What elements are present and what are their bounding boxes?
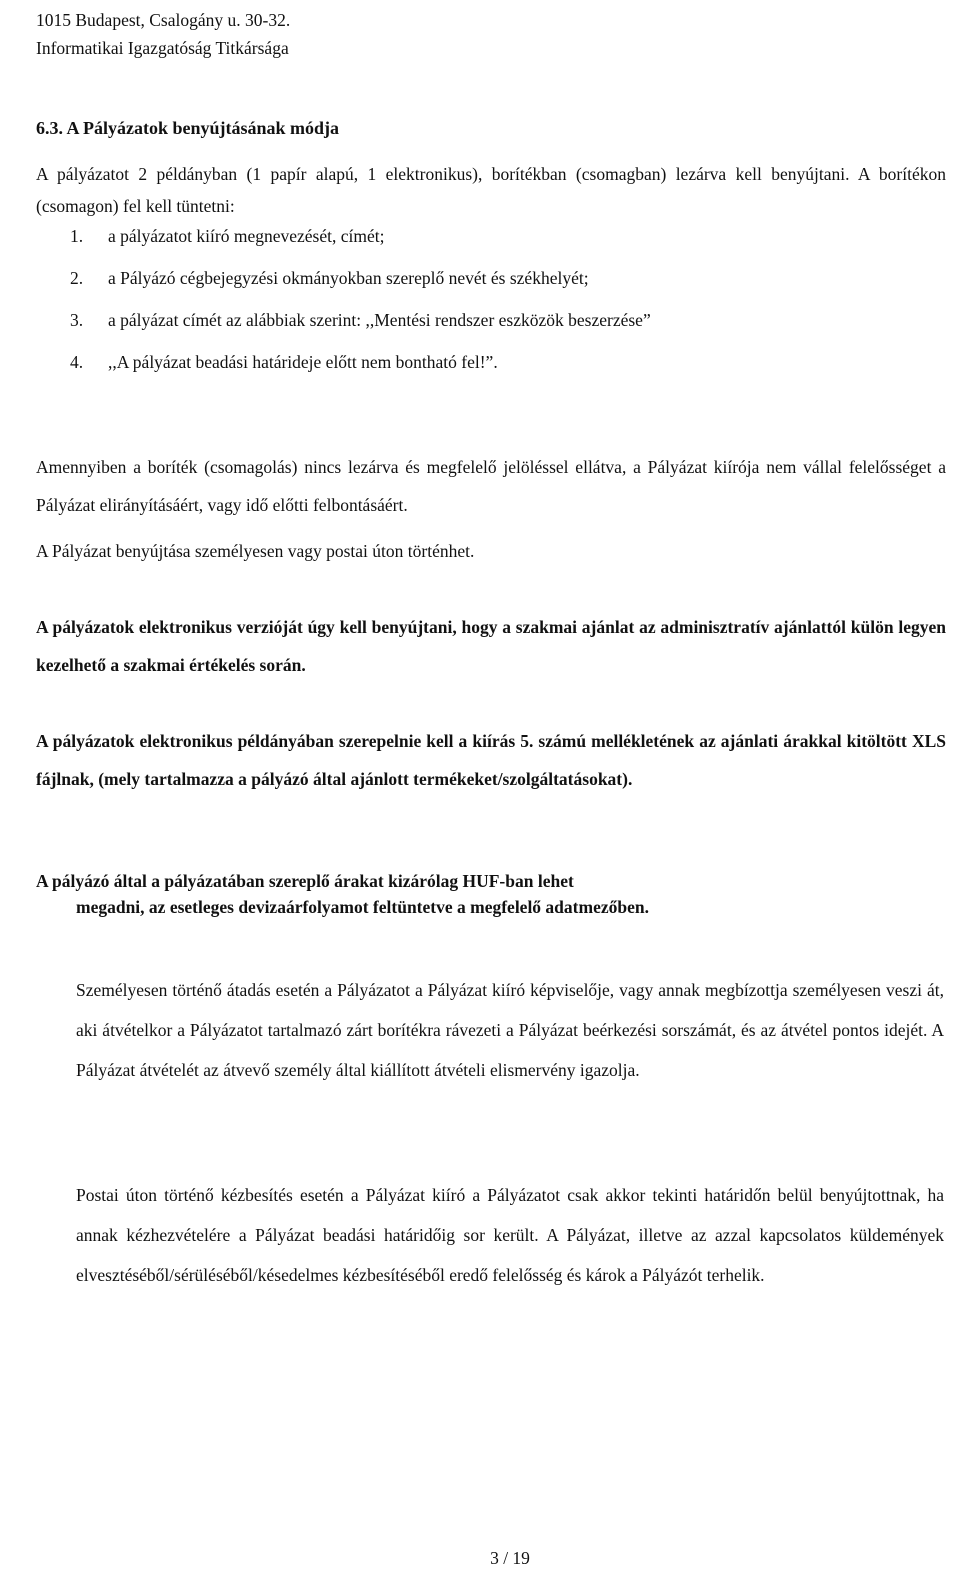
list-item-text: ,,A pályázat beadási határideje előtt nem bontható fel!”. xyxy=(108,352,498,372)
list-item xyxy=(70,299,651,341)
header-address: 1015 Budapest, Csalogány u. 30-32. xyxy=(36,10,291,30)
list-item-text: a pályázatot kiíró megnevezését, címét; xyxy=(108,226,385,246)
list-item xyxy=(70,215,651,257)
document-header xyxy=(36,6,290,62)
list-item-number: 3. xyxy=(70,310,84,330)
submission-method-paragraph: A Pályázat benyújtása személyesen vagy postai úton történhet. xyxy=(36,541,475,561)
intro-paragraph: A pályázatot 2 példányban (1 papír alapú, 1 elektronikus), borítékban (csomagban) lezárva kell benyújtani. A borítékon (csomagon) fel kell tüntetni: xyxy=(36,164,946,216)
sealing-paragraph: Amennyiben a boríték (csomagolás) nincs lezárva és megfelelő jelöléssel ellátva, a Pályázat kiírója nem vállal felelősséget a Pályázat elirányításáért, vagy idő előtti felbontásáért. xyxy=(36,457,946,515)
page-number: 3 / 19 xyxy=(490,1548,530,1568)
personal-delivery-paragraph: Személyesen történő átadás esetén a Pályázatot a Pályázat kiíró képviselője, vagy annak megbízottja személyesen veszi át, aki átvételkor a Pályázatot tartalmazó zárt borítékra rávezeti a Pályázat beérkezési sorszámát, és az átvétel pontos idejét. A Pályázat átvételét az átvevő személy által kiállított átvételi elismervény igazolja. xyxy=(76,980,944,1080)
electronic-version-paragraph: A pályázatok elektronikus verzióját úgy kell benyújtani, hogy a szakmai ajánlat az adminisztratív ajánlattól külön legyen kezelhető a szakmai értékelés során. xyxy=(36,617,946,675)
header-department: Informatikai Igazgatóság Titkársága xyxy=(36,38,289,58)
huf-pricing-line-1: A pályázó által a pályázatában szereplő árakat kizárólag HUF-ban lehet xyxy=(36,871,574,891)
postal-delivery-paragraph: Postai úton történő kézbesítés esetén a Pályázat kiíró a Pályázatot csak akkor tekinti határidőn belül benyújtottnak, ha annak kézhezvételére a Pályázat beadási határidőig sor került. A Pályázat, illetve az azzal kapcsolatos küldemények elvesztéséből/sérüléséből/késedelmes kézbesítéséből eredő felelősség és károk a Pályázót terhelik. xyxy=(76,1185,944,1285)
list-item-number: 2. xyxy=(70,268,84,288)
list-item-number: 4. xyxy=(70,352,84,372)
huf-pricing-paragraph xyxy=(36,868,946,920)
list-item xyxy=(70,257,651,299)
huf-pricing-line-2: megadni, az esetleges devizaárfolyamot feltüntetve a megfelelő adatmezőben. xyxy=(76,897,649,917)
list-item-text: a pályázat címét az alábbiak szerint: ,,Mentési rendszer eszközök beszerzése” xyxy=(108,310,651,330)
list-item xyxy=(70,341,651,383)
list-item-number: 1. xyxy=(70,226,84,246)
xls-attachment-paragraph: A pályázatok elektronikus példányában szerepelnie kell a kiírás 5. számú mellékletének az ajánlati árakkal kitöltött XLS fájlnak, (mely tartalmazza a pályázó által ajánlott termékeket/szolgáltatásokat). xyxy=(36,731,946,789)
envelope-requirements-list xyxy=(70,215,651,383)
section-title: 6.3. A Pályázatok benyújtásának módja xyxy=(36,118,340,138)
list-item-text: a Pályázó cégbejegyzési okmányokban szereplő nevét és székhelyét; xyxy=(108,268,589,288)
